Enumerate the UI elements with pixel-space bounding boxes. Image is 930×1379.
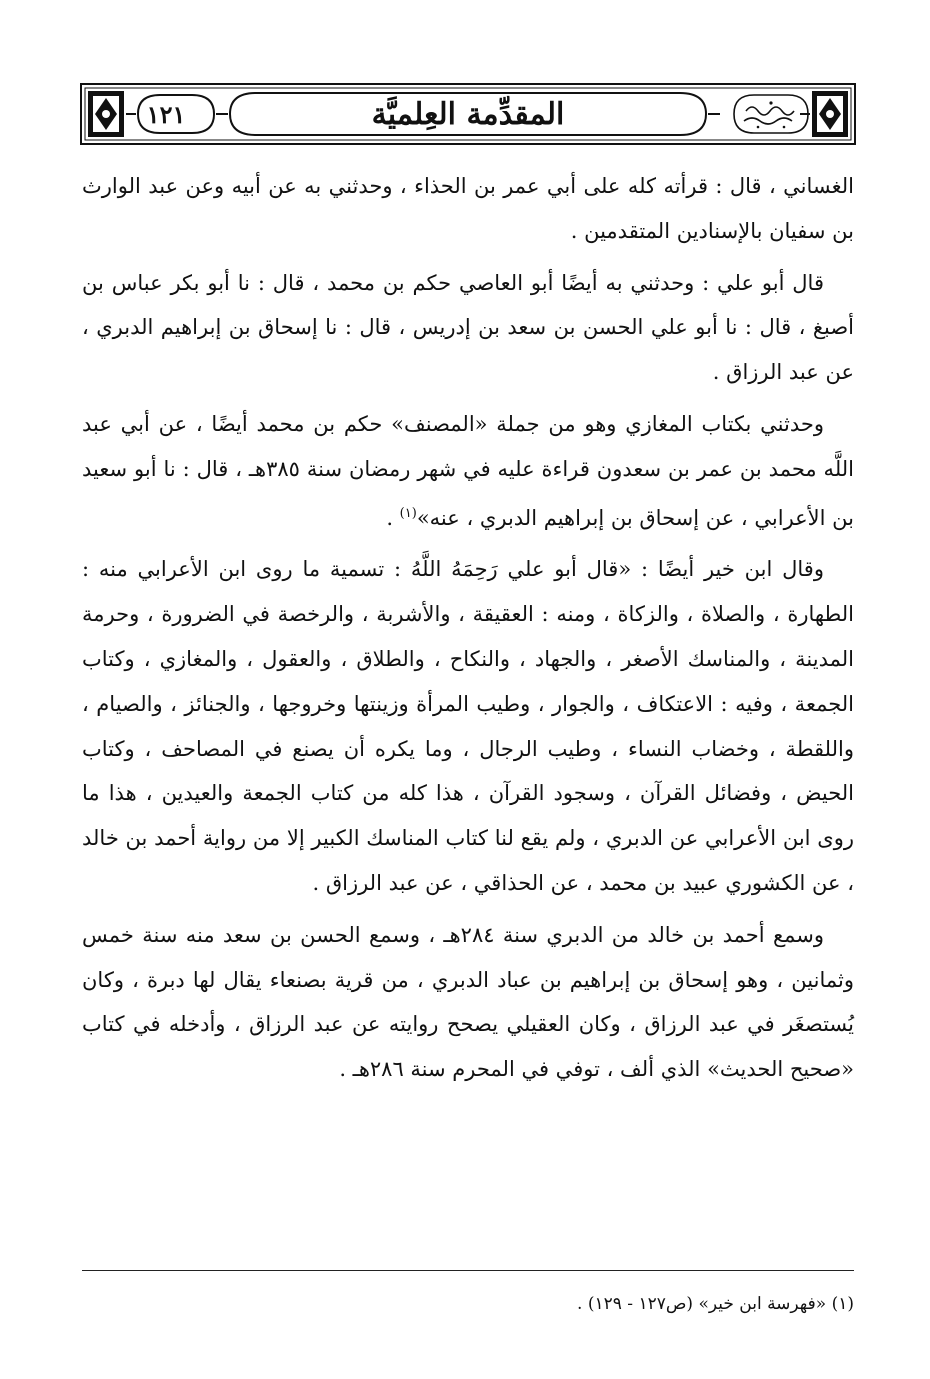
paragraph-3-text: وحدثني بكتاب المغازي وهو من جملة «المصنف» حكم بن محمد أيضًا ، عن أبي عبد اللَّه محمد بن عمر بن سعدون قراءة عليه في شهر رمضان سنة ٣٨٥هـ ، قال : نا أبو سعيد بن الأعرابي ، عن إسحاق بن إبراهيم الدبري ، عنه» xyxy=(82,411,855,530)
paragraph-3 xyxy=(82,402,854,540)
footnote-divider xyxy=(82,1270,854,1271)
main-text xyxy=(82,164,854,1099)
logo-seal-icon xyxy=(728,91,814,137)
publisher-logo-seal xyxy=(728,91,814,137)
paragraph-2: قال أبو علي : وحدثني به أيضًا أبو العاصي حكم بن محمد ، قال : نا أبو بكر عباس بن أصبغ ، قال : نا أبو علي الحسن بن سعد بن إدريس ، قال : نا إسحاق بن إبراهيم الدبري ، عن عبد الرزاق . xyxy=(82,270,854,385)
footnote-reference[interactable]: (١) xyxy=(399,505,417,521)
footnote-1: (١) «فهرسة ابن خير» (ص١٢٧ - ١٢٩) . xyxy=(577,1294,854,1314)
paragraph-1: الغساني ، قال : قرأته كله على أبي عمر بن الحذاء ، وحدثني به عن أبيه وعن عبد الوارث بن سفيان بالإسنادين المتقدمين . xyxy=(82,174,854,243)
paragraph-5: وسمع أحمد بن خالد من الدبري سنة ٢٨٤هـ ، وسمع الحسن بن سعد منه سنة خمس وثمانين ، وهو إسحاق بن إبراهيم بن عباد الدبري ، من قرية بصنعاء يقال لها دبرة ، وكان يُستصغَر في عبد الرزاق ، وكان العقيلي يصحح روايته عن عبد الرزاق ، وأدخله في كتاب «صحيح الحديث» الذي ألف ، توفي في المحرم سنة ٢٨٦هـ . xyxy=(82,922,854,1082)
paragraph-3-end: . xyxy=(386,505,400,530)
running-title: المقدِّمة العِلميَّة xyxy=(371,96,565,132)
paragraph-4: وقال ابن خير أيضًا : «قال أبو علي رَحِمَهُ اللَّهُ : تسمية ما روى ابن الأعرابي منه : الطهارة ، والصلاة ، والزكاة ، ومنه : العقيقة ، والأشربة ، والرخصة في الضرورة ، وحرمة المدينة ، والمناسك الأصغر ، والجهاد ، والنكاح ، والطلاق ، والعقول ، والمغازي ، وكتاب الجمعة ، وفيه : الاعتكاف ، والجوار ، وطيب المرأة وزينتها وخروجها ، والجنائز ، والصيام ، واللقطة ، وخضاب النساء ، وطيب الرجال ، وما يكره أن يصنع في المصاحف ، وكتاب الحيض ، وفضائل القرآن ، وسجود القرآن ، هذا كله من كتاب الجمعة والعيدين ، هذا ما روى ابن الأعرابي عن الدبري ، ولم يقع لنا كتاب المناسك الكبير إلا من رواية أحمد بن خالد ، عن الكشوري عبيد بن محمد ، عن الحذاقي ، عن عبد الرزاق . xyxy=(82,557,854,895)
page-header xyxy=(80,83,856,145)
page-number: ١٢١ xyxy=(146,99,186,129)
